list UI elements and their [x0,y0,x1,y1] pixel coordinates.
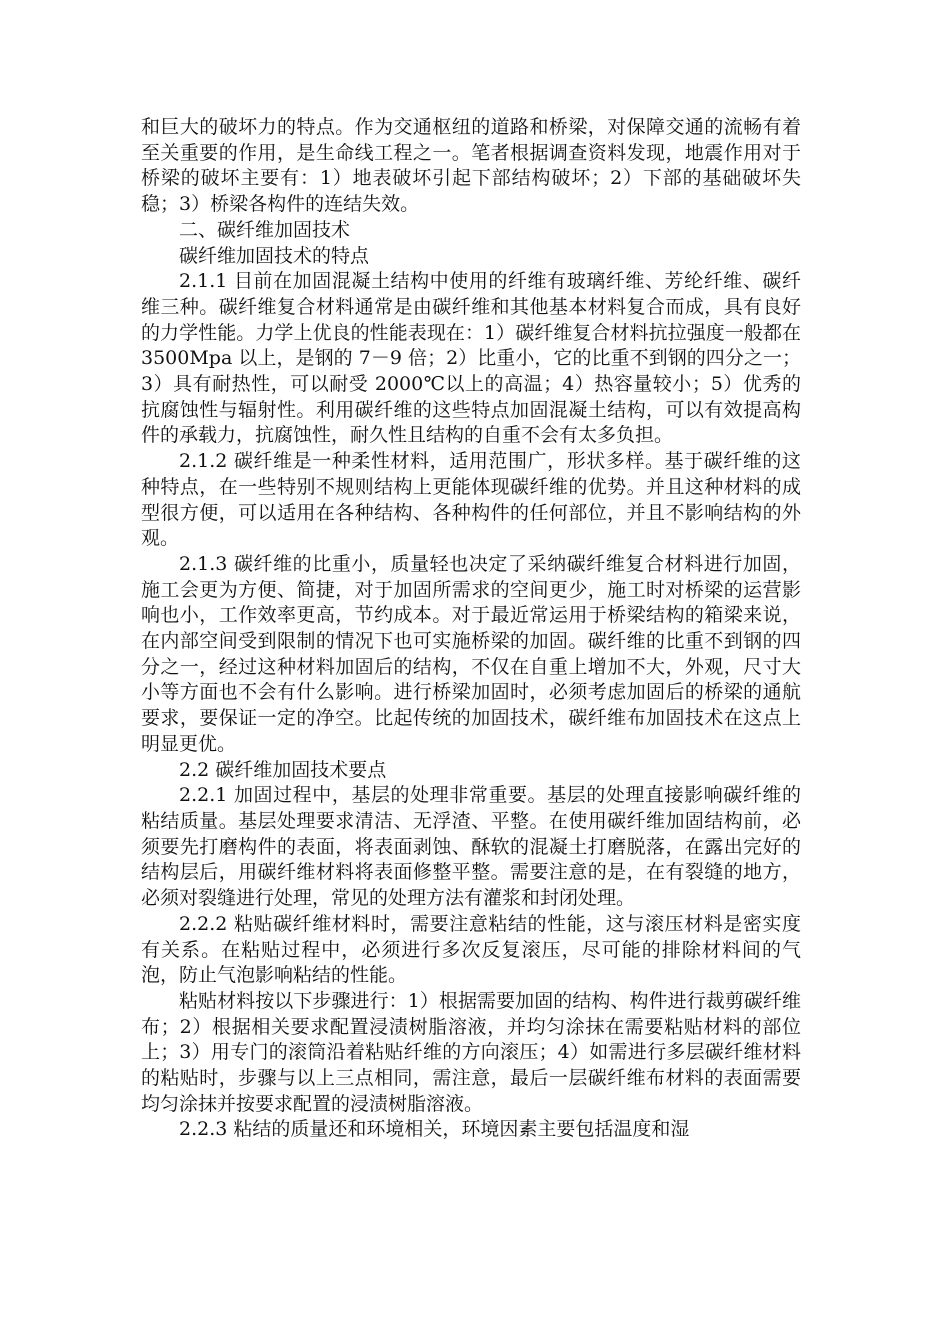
paragraph-bonding-steps: 粘贴材料按以下步骤进行：1）根据需要加固的结构、构件进行裁剪碳纤维布；2）根据相关要求配置浸渍树脂溶液，并均匀涂抹在需要粘贴材料的部位上；3）用专门的滚筒沿着粘贴纤维的方向滚压；4）如需进行多层碳纤维材料的粘贴时，步骤与以上三点相同，需注意，最后一层碳纤维布材料的表面需要均匀涂抹并按要求配置的浸渍树脂溶液。 [141,989,801,1115]
document-body [141,115,801,1143]
section-heading-cfrp-technique: 二、碳纤维加固技术 [179,218,351,241]
paragraph-2-2-1: 2.2.1 加固过程中，基层的处理非常重要。基层的处理直接影响碳纤维的粘结质量。基层处理要求清洁、无浮渣、平整。在使用碳纤维加固结构前，必须要先打磨构件的表面，将表面剥蚀、酥软的混凝土打磨脱落，在露出完好的结构层后，用碳纤维材料将表面修整平整。需要注意的是，在有裂缝的地方，必须对裂缝进行处理，常见的处理方法有灌浆和封闭处理。 [141,784,801,910]
paragraph-2-1-1: 2.1.1 目前在加固混凝土结构中使用的纤维有玻璃纤维、芳纶纤维、碳纤维三种。碳纤维复合材料通常是由碳纤维和其他基本材料复合而成，具有良好的力学性能。力学上优良的性能表现在：1）碳纤维复合材料抗拉强度一般都在 3500Mpa 以上，是钢的 7－9 倍；2）比重小，它的比重不到钢的四分之一；3）具有耐热性，可以耐受 2000℃以上的高温；4）热容量较小；5）优秀的抗腐蚀性与辐射性。利用碳纤维的这些特点加固混凝土结构，可以有效提高构件的承载力，抗腐蚀性，耐久性且结构的自重不会有太多负担。 [141,270,801,447]
paragraph-2-2-2: 2.2.2 粘贴碳纤维材料时，需要注意粘结的性能，这与滚压材料是密实度有关系。在粘贴过程中，必须进行多次反复滚压，尽可能的排除材料间的气泡，防止气泡影响粘结的性能。 [141,912,801,987]
paragraph-2-1-2: 2.1.2 碳纤维是一种柔性材料，适用范围广，形状多样。基于碳纤维的这种特点，在一些特别不规则结构上更能体现碳纤维的优势。并且这种材料的成型很方便，可以适用在各种结构、各种构件的任何部位，并且不影响结构的外观。 [141,450,801,550]
paragraph-earthquake-damage: 和巨大的破坏力的特点。作为交通枢纽的道路和桥梁，对保障交通的流畅有着至关重要的作用，是生命线工程之一。笔者根据调查资料发现，地震作用对于桥梁的破坏主要有：1）地表破坏引起下部结构破坏；2）下部的基础破坏失稳；3）桥梁各构件的连结失效。 [141,116,801,216]
subsection-heading-features: 碳纤维加固技术的特点 [179,244,370,267]
subsection-heading-key-points: 2.2 碳纤维加固技术要点 [179,758,387,781]
paragraph-2-1-3: 2.1.3 碳纤维的比重小，质量轻也决定了采纳碳纤维复合材料进行加固，施工会更为方便、简捷，对于加固所需求的空间更少，施工时对桥梁的运营影响也小，工作效率更高，节约成本。对于最近常运用于桥梁结构的箱梁来说，在内部空间受到限制的情况下也可实施桥梁的加固。碳纤维的比重不到钢的四分之一，经过这种材料加固后的结构，不仅在自重上增加不大，外观，尺寸大小等方面也不会有什么影响。进行桥梁加固时，必须考虑加固后的桥梁的通航要求，要保证一定的净空。比起传统的加固技术，碳纤维布加固技术在这点上明显更优。 [141,552,801,755]
paragraph-2-2-3: 2.2.3 粘结的质量还和环境相关，环境因素主要包括温度和湿 [179,1118,690,1141]
